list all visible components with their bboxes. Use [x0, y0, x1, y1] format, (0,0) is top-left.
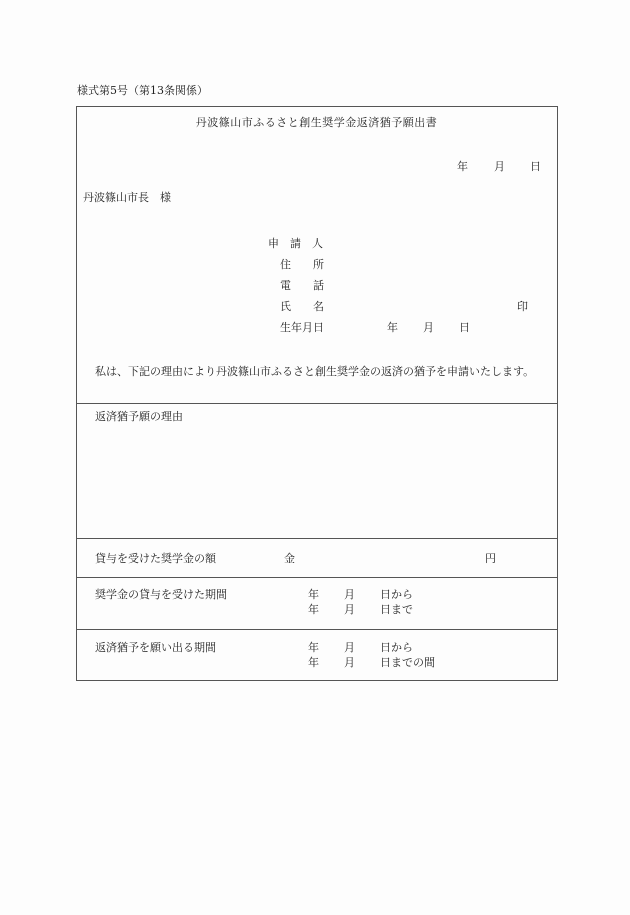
loan-start-month-field[interactable]: 月: [344, 588, 355, 601]
name-field[interactable]: [335, 298, 510, 316]
address-label: 住 所: [280, 258, 324, 271]
amount-label: 貸与を受けた奨学金の額: [95, 552, 216, 565]
divider-header: [76, 403, 557, 404]
loan-period-label: 奨学金の貸与を受けた期間: [95, 588, 227, 601]
form-number: 様式第5号（第13条関係）: [77, 84, 208, 97]
addressee: 丹波篠山市長 様: [83, 191, 171, 204]
deferral-start-month-field[interactable]: 月: [344, 641, 355, 654]
deferral-start-year-field[interactable]: 年: [308, 641, 319, 654]
applicant-heading: 申 請 人: [268, 237, 323, 250]
divider-amount: [76, 577, 557, 578]
loan-end-year-field[interactable]: 年: [308, 603, 319, 616]
phone-field[interactable]: [335, 277, 550, 295]
amount-field[interactable]: [300, 549, 480, 567]
name-label: 氏 名: [280, 300, 324, 313]
form-title: 丹波篠山市ふるさと創生奨学金返済猶予願出書: [195, 116, 438, 129]
deferral-start-day-field[interactable]: 日から: [380, 641, 413, 654]
divider-reason: [76, 538, 557, 539]
date-month-field[interactable]: 月: [494, 160, 505, 173]
birth-month-field[interactable]: 月: [423, 321, 434, 334]
divider-loan-period: [76, 629, 557, 630]
date-year-field[interactable]: 年: [457, 160, 468, 173]
amount-suffix: 円: [485, 552, 496, 565]
phone-label: 電 話: [280, 279, 324, 292]
loan-start-year-field[interactable]: 年: [308, 588, 319, 601]
reason-label: 返済猶予願の理由: [95, 410, 183, 423]
loan-start-day-field[interactable]: 日から: [380, 588, 413, 601]
birthdate-label: 生年月日: [280, 321, 324, 334]
amount-prefix: 金: [284, 552, 295, 565]
deferral-end-year-field[interactable]: 年: [308, 656, 319, 669]
reason-field[interactable]: [90, 428, 550, 533]
deferral-end-day-field[interactable]: 日までの間: [380, 656, 435, 669]
seal-mark: 印: [517, 300, 528, 313]
date-day-field[interactable]: 日: [530, 160, 541, 173]
birth-day-field[interactable]: 日: [459, 321, 470, 334]
deferral-end-month-field[interactable]: 月: [344, 656, 355, 669]
birth-year-field[interactable]: 年: [387, 321, 398, 334]
application-statement: 私は、下記の理由により丹波篠山市ふるさと創生奨学金の返済の猶予を申請いたします。: [95, 365, 535, 378]
loan-end-month-field[interactable]: 月: [344, 603, 355, 616]
deferral-period-label: 返済猶予を願い出る期間: [95, 641, 216, 654]
loan-end-day-field[interactable]: 日まで: [380, 603, 413, 616]
address-field[interactable]: [335, 256, 550, 274]
